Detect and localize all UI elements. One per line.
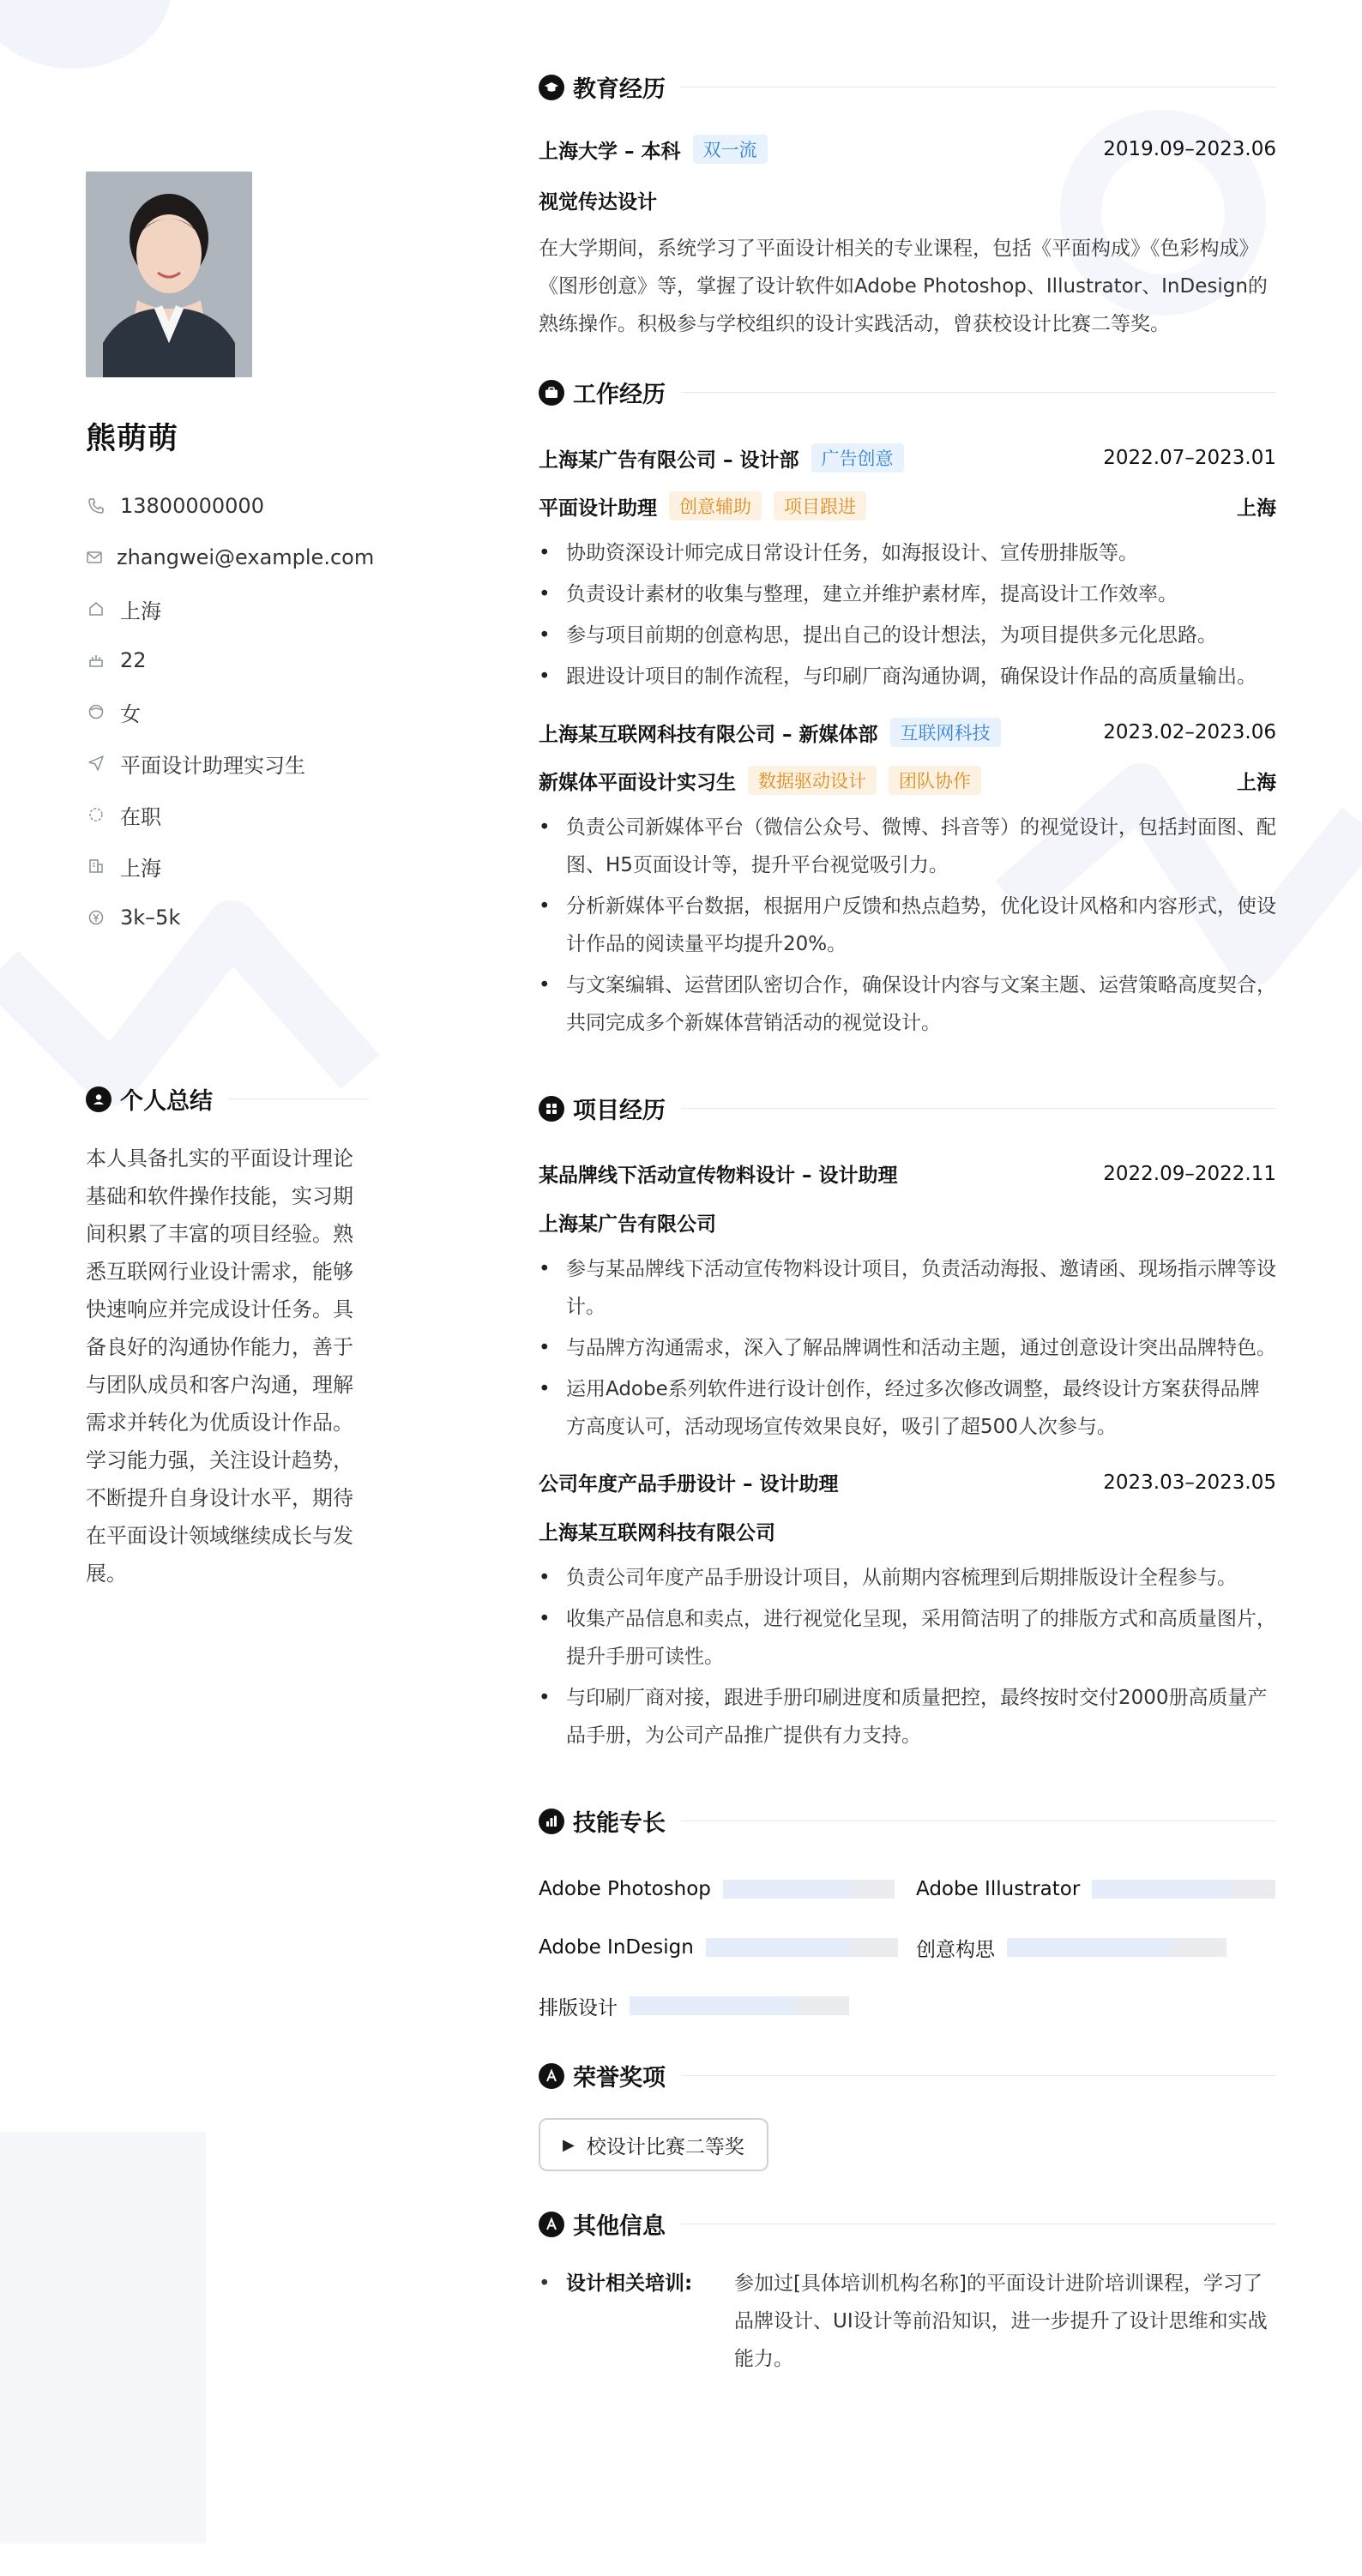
projects-title: 项目经历 [573, 1098, 666, 1124]
phone-icon [86, 496, 106, 516]
mail-icon [86, 547, 103, 568]
skill-name: 创意构思 [916, 1938, 995, 1961]
project-bullets [539, 1559, 1276, 1754]
other-section [539, 2207, 1276, 2378]
salary-icon [86, 907, 106, 928]
work-city: 上海 [1237, 497, 1276, 520]
list-item: • 分析新媒体平台数据，根据用户反馈和热点趋势，优化设计风格和内容形式，使设计作品的阅读量平均提升20%。 [539, 888, 1276, 963]
info-phone: 13800000000 [86, 480, 369, 532]
list-item: • 负责设计素材的收集与整理，建立并维护素材库，提高设计工作效率。 [539, 575, 1276, 613]
award-icon [539, 2063, 564, 2089]
list-item: • 与文案编辑、运营团队密切合作，确保设计内容与文案主题、运营策略高度契合，共同完成多个新媒体营销活动的视觉设计。 [539, 966, 1276, 1042]
skill-bar [723, 1880, 895, 1899]
info-work-city: 上海 [86, 840, 369, 892]
role-tag: 项目跟进 [774, 491, 866, 521]
education-title: 教育经历 [573, 76, 666, 103]
info-position: 平面设计助理实习生 [86, 737, 369, 789]
divider [681, 2075, 1276, 2076]
projects-section [539, 1092, 1276, 1754]
work-item [539, 443, 1276, 695]
info-gender: 女 [86, 686, 369, 737]
briefcase-icon [539, 380, 564, 406]
work-bullets [539, 809, 1276, 1042]
project-item [539, 1159, 1276, 1446]
divider [681, 392, 1276, 393]
main-content [539, 70, 1276, 2378]
other-header [539, 2207, 1276, 2241]
work-date: 2023.02–2023.06 [1103, 721, 1276, 743]
gender-icon [86, 701, 106, 722]
divider [228, 1098, 369, 1099]
list-item: • 负责公司年度产品手册设计项目，从前期内容梳理到后期排版设计全程参与。 [539, 1559, 1276, 1597]
skill-bar-fill [1092, 1880, 1230, 1899]
work-date: 2022.07–2023.01 [1103, 447, 1276, 469]
bullet: • [539, 2272, 551, 2295]
project-date: 2022.09–2022.11 [1103, 1162, 1276, 1185]
list-item: • 参与项目前期的创意构思，提出自己的设计想法，为项目提供多元化思路。 [539, 617, 1276, 654]
info-salary: 3k–5k [86, 892, 369, 943]
home-icon [86, 599, 106, 619]
work-section [539, 376, 1276, 1042]
contact-info-list [86, 480, 375, 943]
company-name: 上海某广告有限公司 – 设计部 [539, 448, 799, 472]
building-icon [86, 856, 106, 876]
grid-icon [539, 1096, 564, 1122]
list-item: • 跟进设计项目的制作流程，与印刷厂商沟通协调，确保设计作品的高质量输出。 [539, 658, 1276, 695]
skill-name: 排版设计 [539, 1996, 618, 2019]
skill-item [539, 1987, 916, 2025]
skills-grid [539, 1870, 1276, 2025]
skill-item [539, 1929, 916, 1966]
project-name: 某品牌线下活动宣传物料设计 – 设计助理 [539, 1165, 898, 1187]
education-description: 在大学期间，系统学习了平面设计相关的专业课程，包括《平面构成》《色彩构成》《图形创意》等，掌握了设计软件如Adobe Photoshop、Illustrator、InDesign的熟练操作。积极参与学校组织的设计实践活动，曾获校设计比赛二等奖。 [539, 238, 1268, 335]
info-icon [539, 2212, 564, 2237]
work-header [539, 376, 1276, 409]
awards-title: 荣誉奖项 [573, 2065, 666, 2091]
other-text: 参加过[具体培训机构名称]的平面设计进阶培训课程，学习了品牌设计、UI设计等前沿知识，进一步提升了设计思维和实战能力。 [734, 2272, 1268, 2370]
list-item: • 收集产品信息和卖点，进行视觉化呈现，采用简洁明了的排版方式和高质量图片，提升手册可读性。 [539, 1600, 1276, 1676]
info-age: 22 [86, 635, 369, 686]
info-status: 在职 [86, 789, 369, 840]
projects-header [539, 1092, 1276, 1125]
skill-name: Adobe Photoshop [539, 1878, 711, 1900]
skills-section [539, 1804, 1276, 2025]
awards-section [539, 2059, 1276, 2171]
award-label: 校设计比赛二等奖 [586, 2135, 744, 2158]
skill-item [916, 1870, 1276, 1908]
project-org: 上海某广告有限公司 [539, 1213, 716, 1236]
work-city: 上海 [1237, 771, 1276, 794]
list-item: • 负责公司新媒体平台（微信公众号、微博、抖音等）的视觉设计，包括封面图、配图、H5页面设计等，提升平台视觉吸引力。 [539, 809, 1276, 884]
education-header [539, 70, 1276, 104]
info-email: zhangwei@example.com [86, 532, 369, 583]
project-date: 2023.03–2023.05 [1103, 1471, 1276, 1494]
skill-bar [1007, 1938, 1226, 1957]
summary-header [86, 1082, 369, 1116]
play-icon: ▶ [563, 2135, 575, 2154]
project-org: 上海某互联网科技有限公司 [539, 1522, 775, 1544]
cake-icon [86, 650, 106, 671]
project-name: 公司年度产品手册设计 – 设计助理 [539, 1473, 839, 1496]
summary-title: 个人总结 [120, 1088, 213, 1115]
education-section [539, 70, 1276, 343]
role-tag: 团队协作 [889, 766, 981, 795]
list-item: • 运用Adobe系列软件进行设计创作，经过多次修改调整，最终设计方案获得品牌方高度认可，活动现场宣传效果良好，吸引了超500人次参与。 [539, 1370, 1276, 1446]
job-role: 新媒体平面设计实习生 [539, 771, 736, 794]
bar-chart-icon [539, 1809, 564, 1834]
sidebar [86, 172, 375, 1592]
awards-header [539, 2059, 1276, 2092]
skill-bar-fill [706, 1938, 850, 1957]
job-role: 平面设计助理 [539, 497, 657, 520]
info-location: 上海 [86, 583, 369, 635]
skills-title: 技能专长 [573, 1810, 666, 1837]
list-item: • 与品牌方沟通需求，深入了解品牌调性和活动主题，通过创意设计突出品牌特色。 [539, 1329, 1276, 1367]
send-icon [86, 753, 106, 773]
award-item[interactable] [539, 2118, 768, 2171]
project-item [539, 1468, 1276, 1754]
list-item: • 协助资深设计师完成日常设计任务，如海报设计、宣传册排版等。 [539, 534, 1276, 572]
industry-tag: 互联网科技 [890, 718, 1001, 747]
skill-item [539, 1870, 916, 1908]
industry-tag: 广告创意 [811, 443, 904, 472]
other-title: 其他信息 [573, 2213, 666, 2240]
skill-name: Adobe InDesign [539, 1936, 694, 1959]
summary-section [86, 1082, 369, 1592]
skills-header [539, 1804, 1276, 1838]
school-tag: 双一流 [693, 135, 768, 164]
project-bullets [539, 1250, 1276, 1446]
summary-text: 本人具备扎实的平面设计理论基础和软件操作技能，实习期间积累了丰富的项目经验。熟悉互联网行业设计需求，能够快速响应并完成设计任务。具备良好的沟通协作能力，善于与团队成员和客户沟通，理解需求并转化为优质设计作品。学习能力强，关注设计趋势，不断提升自身设计水平，期待在平面设计领域继续成长与发展。 [86, 1147, 353, 1586]
skill-bar [1092, 1880, 1275, 1899]
work-item [539, 718, 1276, 1042]
education-row [539, 135, 1276, 164]
other-label: 设计相关培训: [566, 2272, 693, 2295]
background-circle [0, 0, 172, 69]
school-name: 上海大学 – 本科 [539, 140, 681, 163]
skill-bar-fill [723, 1880, 852, 1899]
education-date: 2019.09–2023.06 [1103, 138, 1276, 160]
candidate-name: 熊萌萌 [86, 422, 179, 456]
background-block [0, 2132, 206, 2543]
skill-name: Adobe Illustrator [916, 1878, 1081, 1900]
company-name: 上海某互联网科技有限公司 – 新媒体部 [539, 723, 878, 746]
skill-bar [630, 1996, 849, 2015]
graduation-cap-icon [539, 75, 564, 100]
profile-photo [86, 172, 252, 377]
skill-bar [706, 1938, 898, 1957]
work-title: 工作经历 [573, 382, 666, 408]
list-item: • 参与某品牌线下活动宣传物料设计项目，负责活动海报、邀请函、现场指示牌等设计。 [539, 1250, 1276, 1326]
skill-item [916, 1929, 1276, 1966]
skill-bar-fill [1007, 1938, 1172, 1957]
skill-bar-fill [630, 1996, 794, 2015]
role-tag: 数据驱动设计 [748, 766, 877, 795]
other-item [539, 2265, 1276, 2378]
work-bullets [539, 534, 1276, 695]
user-icon [86, 1086, 111, 1112]
status-icon [86, 804, 106, 825]
role-tag: 创意辅助 [669, 491, 762, 521]
education-major: 视觉传达设计 [539, 191, 657, 214]
divider [681, 1108, 1276, 1109]
list-item: • 与印刷厂商对接，跟进手册印刷进度和质量把控，最终按时交付2000册高质量产品手册，为公司产品推广提供有力支持。 [539, 1679, 1276, 1754]
